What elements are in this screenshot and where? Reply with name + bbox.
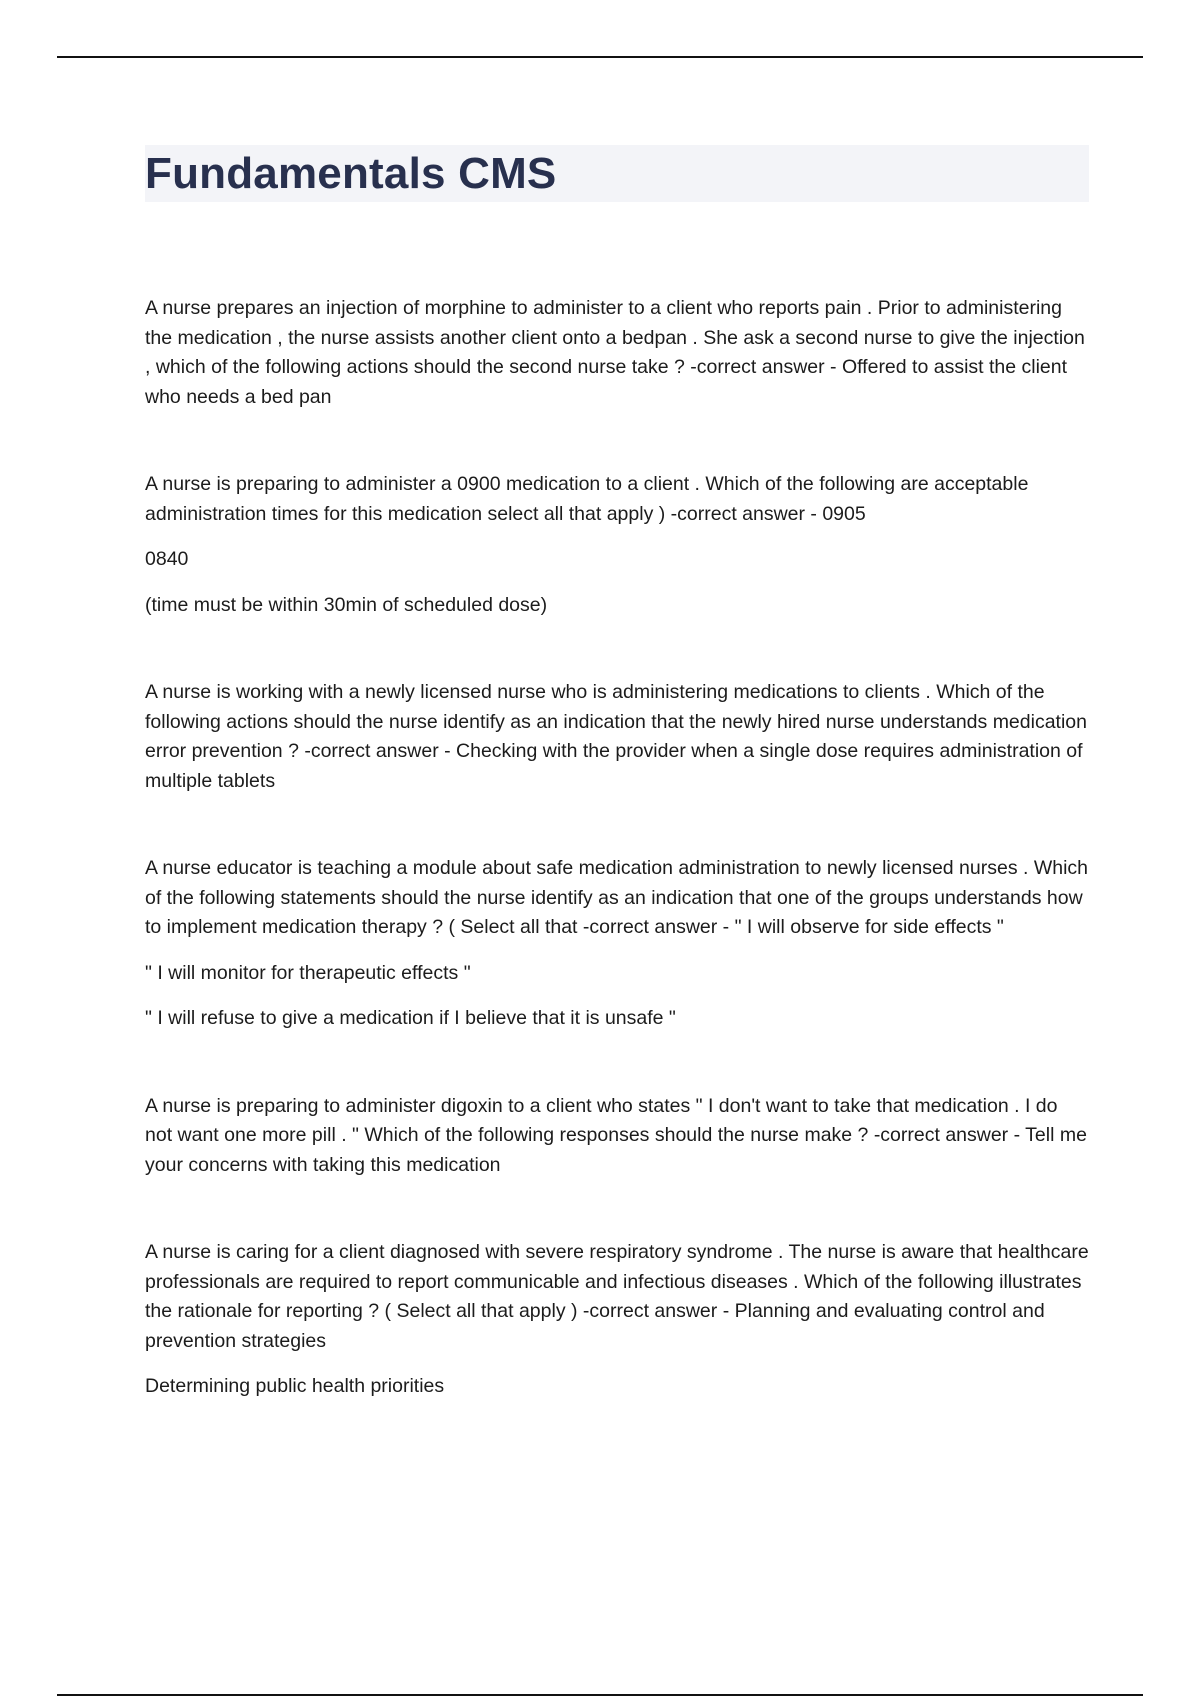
qa-item: [145, 1238, 1089, 1402]
question-answer-text: A nurse prepares an injection of morphine to administer to a client who reports pain . Prior to administering the medication , the nurse assists another client onto a bedpan . She ask a second nurse to give the injection , which of the following actions should the second nurse take ? -correct answer - Offered to assist the client who needs a bed pan: [145, 297, 1085, 408]
answer-continuation: Determining public health priorities: [145, 1375, 445, 1397]
qa-item: [145, 294, 1089, 412]
answer-continuation: " I will refuse to give a medication if I believe that it is unsafe ": [145, 1007, 676, 1029]
answer-continuation: 0840: [145, 548, 189, 570]
footer-rule: [57, 1694, 1143, 1696]
document-title: Fundamentals CMS: [145, 148, 557, 198]
question-answer-text: A nurse is working with a newly licensed nurse who is administering medications to clients . Which of the following actions should the nurse identify as an indication that the newly hired nurse understands medication error prevention ? -correct answer - Checking with the provider when a single dose requires administration of multiple tablets: [145, 681, 1087, 792]
question-answer-text: A nurse is caring for a client diagnosed with severe respiratory syndrome . The nurse is aware that healthcare professionals are required to report communicable and infectious diseases . Which of the following illustrates the rationale for reporting ? ( Select all that apply ) -correct answer - Planning and evaluating control and prevention strategies: [145, 1241, 1089, 1352]
title-band: [145, 145, 1089, 202]
qa-item: [145, 1092, 1089, 1181]
answer-continuation: (time must be within 30min of scheduled dose): [145, 593, 548, 616]
qa-list: [145, 294, 1089, 1402]
question-answer-text: A nurse is preparing to administer a 0900 medication to a client . Which of the following are acceptable administration times for this medication select all that apply ) -correct answer - 0905: [145, 473, 1029, 525]
question-answer-text: A nurse is preparing to administer digoxin to a client who states " I don't want to take that medication . I do not want one more pill . " Which of the following responses should the nurse make ? -correct answer - Tell me your concerns with taking this medication: [145, 1094, 1087, 1176]
document-page: [145, 145, 1089, 1460]
header-rule: [57, 56, 1143, 58]
answer-continuation: " I will monitor for therapeutic effects ": [145, 961, 471, 984]
qa-item: [145, 470, 1089, 620]
qa-item: [145, 854, 1089, 1034]
qa-item: [145, 678, 1089, 796]
question-answer-text: A nurse educator is teaching a module about safe medication administration to newly licensed nurses . Which of the following statements should the nurse identify as an indication that one of the groups understands how to implement medication therapy ? ( Select all that -correct answer - " I will observe for side effects ": [145, 857, 1089, 938]
